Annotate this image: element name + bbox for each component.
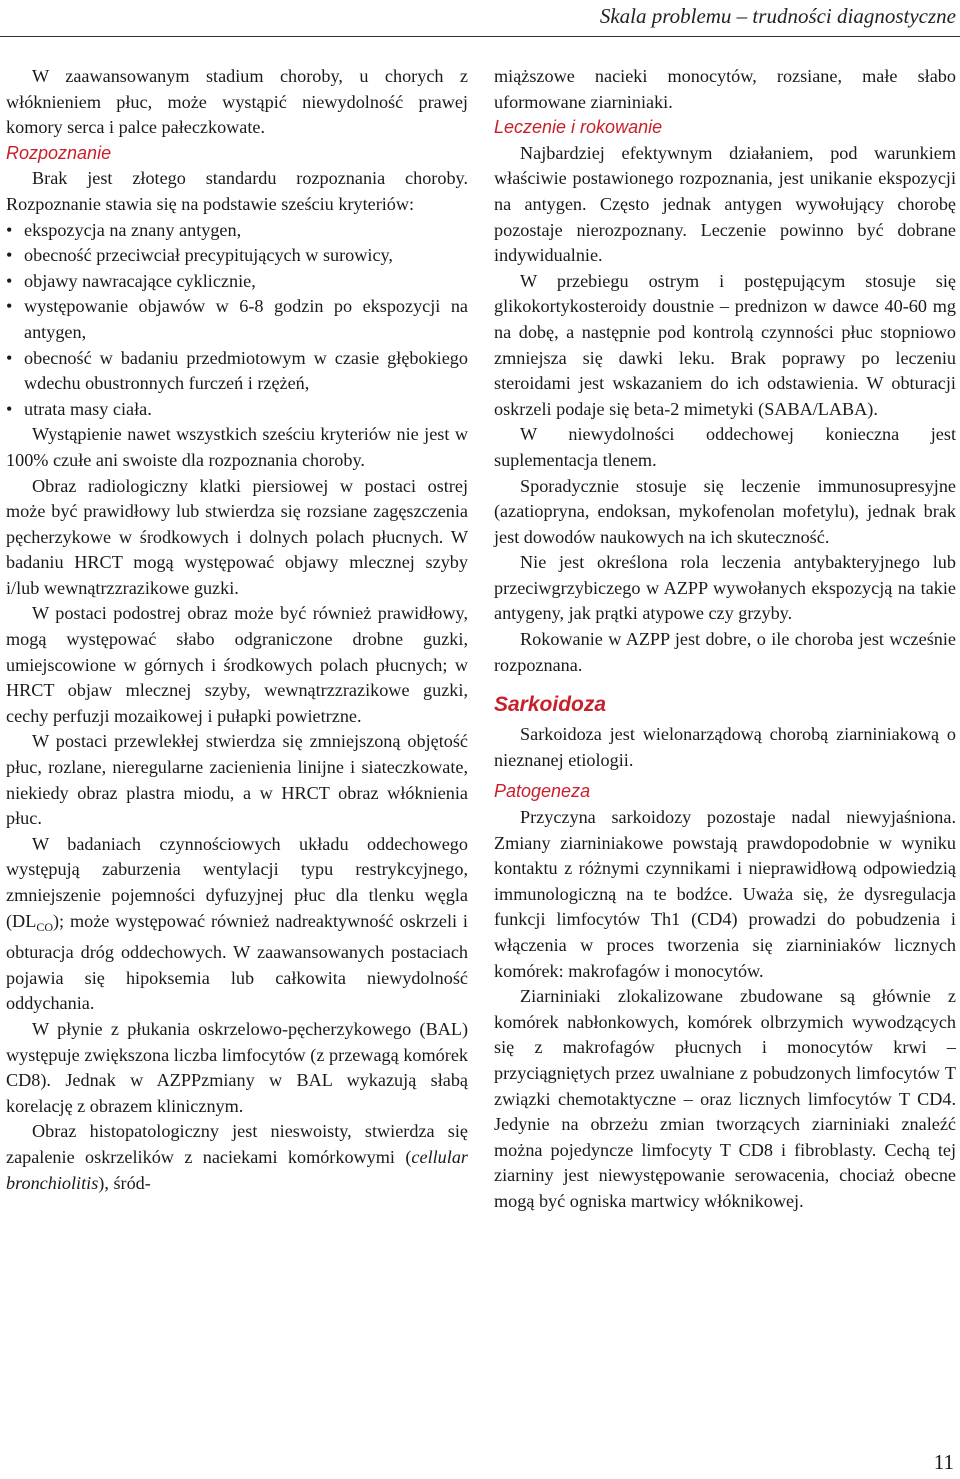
paragraph-sarkoidoza: Sarkoidoza jest wielonarządową chorobą ziarniniakową o nieznanej etiologii. — [494, 724, 956, 770]
criteria-item: • występowanie objawów w 6-8 godzin po ekspozycji na antygen, — [6, 294, 468, 345]
section-heading-sarkoidoza: Sarkoidoza — [494, 693, 607, 717]
text-part: W badaniach czynnościowych układu oddechowego występują zaburzenia wentylacji typu restrykcyjnego, zmniejszenie pojemności dyfuzyjnej płuc dla tlenku węgla (DL — [6, 833, 468, 931]
italic-term: cellular bronchiolitis — [6, 1146, 468, 1193]
paragraph-leczenie-5: Nie jest określona rola leczenia antybakteryjnego lub przeciwgrzybiczego w AZPP wywołanych ekspozycją na takie antygeny, jak prątki atypowe czy grzyby. — [494, 552, 956, 624]
criteria-item: • utrata masy ciała. — [6, 397, 468, 423]
paragraph-rozpoznanie: Brak jest złotego standardu rozpoznania choroby. Rozpoznanie stawia się na podstawie sześciu kryteriów: — [6, 168, 468, 214]
subheading-patogeneza: Patogeneza — [494, 781, 591, 802]
paragraph-patogeneza-1: Przyczyna sarkoidozy pozostaje nadal niewyjaśniona. Zmiany ziarniniakowe powstają prawdopodobnie w wyniku kontaktu z różnymi czynnikami i nieprawidłową odpowiedzią immunologiczną na te bodźce. Uważa się, że dysregulacja funkcji limfocytów Th1 (CD4) prowadzi do pobudzenia i włączenia w proces tworzenia się ziarniniaków licznych komórek: makrofagów i monocytów. — [494, 807, 956, 981]
paragraph-leczenie-2: W przebiegu ostrym i postępującym stosuje się glikokortykosteroidy doustnie – prednizon w dawce 40-60 mg na dobę, a następnie pod kontrolą czynności płuc stopniowo zmniejsza się dawki leku. Brak poprawy po leczeniu steroidami jest wskazaniem do ich odstawienia. W obturacji oskrzeli podaje się beta-2 mimetyki (SABA/LABA). — [494, 270, 956, 419]
paragraph-patogeneza-2: Ziarniniaki zlokalizowane zbudowane są głównie z komórek nabłonkowych, komórek olbrzymich wywodzących się z makrofagów płucnych i monocytów krwi – przyciągniętych przez uwalniane z pobudzonych limfocytów T związki chemotaktyczne – oraz licznych limfocytów T CD4. Jedynie na obrzeżu zmian tworzących ziarniniaki znaleźć można pojedyncze limfocyty T CD8 i fibroblasty. Cechą tej ziarniny jest niewystępowanie serowacenia, chociaż obecne mogą być ogniska martwicy włóknikowej. — [494, 986, 956, 1211]
running-header: Skala problemu – trudności diagnostyczne — [599, 4, 956, 28]
paragraph-postac-podostra: W postaci podostrej obraz może być również prawidłowy, mogą występować słabo odgraniczone drobne guzki, umiejscowione w górnych i środkowych polach płucnych; w HRCT objaw mlecznej szyby, wewnątrzzrazikowe guzki, cechy perfuzji mozaikowej i pułapki powietrzne. — [6, 603, 468, 726]
paragraph-postac-przewlekla: W postaci przewlekłej stwierdza się zmniejszoną objętość płuc, rozlane, nieregularne zacienienia linijne i siateczkowate, niekiedy obraz plastra miodu, a w HRCT obraz włóknienia płuc. — [6, 731, 468, 829]
paragraph-intro: W zaawansowanym stadium choroby, u chorych z włóknieniem płuc, może wystąpić niewydolność prawej komory serca i palce pałeczkowate. — [6, 66, 468, 138]
page-number: 11 — [933, 1450, 954, 1474]
paragraph-wystapienie: Wystąpienie nawet wszystkich sześciu kryteriów nie jest w 100% czułe ani swoiste dla rozpoznania choroby. — [6, 424, 468, 470]
paragraph-bal: W płynie z płukania oskrzelowo-pęcherzykowego (BAL) występuje zwiększona liczba limfocytów (z przewagą komórek CD8). Jednak w AZPPzmiany w BAL wykazują słabą korelację z obrazem klinicznym. — [6, 1018, 468, 1116]
paragraph-rokowanie: Rokowanie w AZPP jest dobre, o ile choroba jest wcześnie rozpoznana. — [494, 629, 956, 675]
subheading-leczenie: Leczenie i rokowanie — [494, 117, 663, 138]
paragraph-leczenie-1: Najbardziej efektywnym działaniem, pod warunkiem właściwie postawionego rozpoznania, jest unikanie ekspozycji na antygen. Często jednak antygen wywołujący chorobę pozostaje nierozpoznany. Leczenie powinno być dobrane indywidualnie. — [494, 142, 956, 266]
criteria-item: • obecność przeciwciał precypitujących w surowicy, — [6, 243, 468, 269]
right-column — [494, 64, 956, 1215]
paragraph-continuation: miąższowe nacieki monocytów, rozsiane, małe słabo uformowane ziarniniaki. — [494, 66, 956, 112]
subheading-rozpoznanie: Rozpoznanie — [6, 142, 112, 163]
text-part: ), śród- — [98, 1172, 151, 1193]
criteria-item: • ekspozycja na znany antygen, — [6, 218, 468, 244]
text-part: Obraz histopatologiczny jest nieswoisty, stwierdza się zapalenie oskrzelików z naciekami komórkowymi ( — [6, 1121, 468, 1167]
criteria-item: • objawy nawracające cyklicznie, — [6, 269, 468, 295]
paragraph-badania-czynnosciowe — [6, 832, 468, 1017]
paragraph-histopatologia — [6, 1119, 468, 1196]
paragraph-leczenie-4: Sporadycznie stosuje się leczenie immunosupresyjne (azatiopryna, endoksan, mykofenolan mofetylu), jednak brak jest dowodów naukowych na ich skuteczność. — [494, 475, 956, 547]
paragraph-obraz-radiologiczny: Obraz radiologiczny klatki piersiowej w postaci ostrej może być prawidłowy lub stwierdza się rozsiane zagęszczenia pęcherzykowe w środkowych i dolnych polach płucnych. W badaniu HRCT mogą występować objawy mlecznej szyby i/lub wewnątrzzrazikowe guzki. — [6, 475, 468, 598]
text-part: ); może występować również nadreaktywność oskrzeli i obturacja dróg oddechowych. W zaawansowanych postaciach pojawia się hipoksemia lub całkowita niewydolność oddychania. — [6, 910, 468, 1014]
criteria-item: • obecność w badaniu przedmiotowym w czasie głębokiego wdechu obustronnych furczeń i rzężeń, — [6, 346, 468, 397]
left-column — [6, 64, 468, 1196]
criteria-list — [6, 218, 468, 423]
paragraph-leczenie-3: W niewydolności oddechowej konieczna jest suplementacja tlenem. — [494, 424, 956, 470]
subscript-co: CO — [36, 919, 53, 934]
header-rule — [0, 36, 960, 37]
